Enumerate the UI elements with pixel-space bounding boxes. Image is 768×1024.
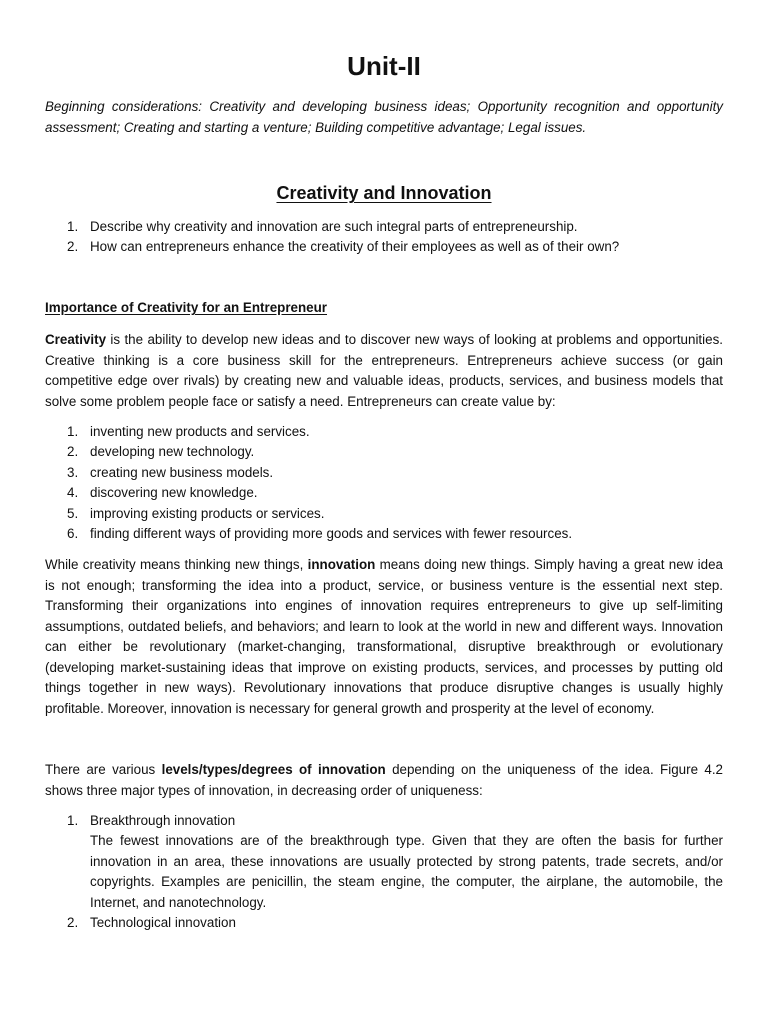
creativity-term: Creativity	[45, 332, 107, 347]
list-number: 3.	[67, 464, 79, 480]
list-item	[45, 504, 723, 524]
list-item	[45, 483, 723, 503]
list-number: 6.	[67, 526, 79, 542]
list-number: 1.	[67, 424, 79, 439]
list-number: 2.	[67, 239, 79, 255]
list-item	[45, 422, 723, 442]
value-list	[45, 422, 723, 544]
levels-text-before: There are various	[45, 762, 162, 777]
page-title: Unit-II	[347, 51, 421, 81]
list-text: discovering new knowledge.	[90, 485, 258, 501]
list-text: How can entrepreneurs enhance the creativity of their employees as well as of their own?	[90, 239, 620, 255]
levels-paragraph	[45, 760, 723, 801]
list-text: developing new technology.	[90, 444, 255, 460]
list-text: inventing new products and services.	[90, 424, 310, 439]
list-item	[45, 811, 723, 913]
list-text: Describe why creativity and innovation are such integral parts of entrepreneurship.	[90, 219, 578, 234]
innovation-term: innovation	[307, 557, 376, 572]
list-text: creating new business models.	[90, 464, 274, 480]
creativity-paragraph	[45, 330, 723, 412]
list-item	[45, 524, 723, 544]
section-heading-text: Creativity and Innovation	[276, 183, 492, 203]
type-name: Technological innovation	[90, 915, 236, 931]
subheading: Importance of Creativity for an Entrepreneur	[45, 300, 328, 315]
list-item	[45, 463, 723, 483]
list-number: 2.	[67, 915, 79, 931]
list-text: finding different ways of providing more goods and services with fewer resources.	[90, 526, 573, 542]
list-number: 4.	[67, 485, 79, 501]
levels-text-after: depending on the uniqueness of the idea. Figure 4.2 shows three major types of innovation, in decreasing order of uniqueness:	[45, 762, 723, 798]
innovation-type-list	[45, 811, 723, 933]
question-list	[45, 217, 723, 258]
list-text: improving existing products or services.	[90, 505, 325, 521]
type-name: Breakthrough innovation	[90, 813, 236, 828]
innovation-text-before: While creativity means thinking new things,	[45, 557, 308, 572]
list-number: 1.	[67, 813, 79, 828]
innovation-text-after: means doing new things. Simply having a great new idea is not enough; transforming the idea into a product, service, or business venture is the essential next step. Transforming their organizations into engines of innovation requires entrepreneurs to give up self-limiting assumptions, outdated beliefs, and behaviors; and learn to look at the world in new and different ways. Innovation can either be revolutionary (market-changing, transformational, disruptive breakthrough or evolutionary (developing market-sustaining ideas that improve on existing products, services, and processes by putting old things together in new ways). Revolutionary innovations that produce disruptive changes is usually highly profitable. Moreover, innovation is necessary for general growth and prosperity at the level of economy.	[45, 557, 723, 716]
list-item	[45, 237, 723, 257]
unit-intro: Beginning considerations: Creativity and developing business ideas; Opportunity recognition and opportunity assessment; Creating and starting a venture; Building competitive advantage; Legal issues.	[45, 99, 723, 135]
levels-term: levels/types/degrees of innovation	[161, 762, 386, 777]
type-description: The fewest innovations are of the breakthrough type. Given that they are often the basis for further innovation in an area, these innovations are usually protected by strong patents, trade secrets, and/or copyrights. Examples are penicillin, the steam engine, the computer, the airplane, the automobile, the Internet, and nanotechnology.	[90, 833, 723, 910]
creativity-text: is the ability to develop new ideas and to discover new ways of looking at problems and opportunities. Creative thinking is a core business skill for the entrepreneurs. Entrepreneurs achieve success (or gain competitive edge over rivals) by creating new and valuable ideas, products, services, and business models that solve some problem people face or satisfy a need. Entrepreneurs can create value by:	[45, 332, 723, 409]
list-number: 5.	[67, 505, 79, 521]
list-item	[45, 217, 723, 237]
section-heading	[0, 181, 768, 205]
list-number: 1.	[67, 219, 79, 234]
innovation-paragraph	[45, 555, 723, 719]
list-number: 2.	[67, 444, 79, 460]
list-item	[45, 913, 723, 933]
list-item	[45, 442, 723, 462]
